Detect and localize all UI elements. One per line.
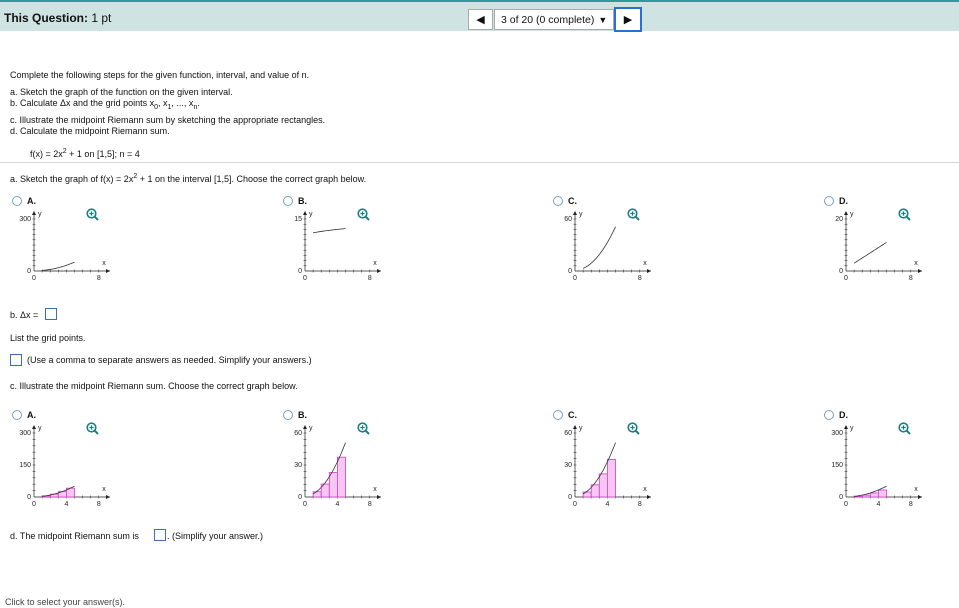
riemann-option-b-label: B. [298,410,307,420]
part-b-delta-x: b. Δx = [10,310,39,320]
y-axis-name: y [579,211,583,218]
part-d-hint: . (Simplify your answer.) [167,531,264,541]
part-d-prompt: d. The midpoint Riemann sum is [10,531,139,541]
graph-option-c-label: C. [568,196,577,206]
riemann-option-a-graph [12,422,112,508]
x-axis-tick-label: 8 [908,501,913,508]
riemann-rectangle [607,459,615,497]
riemann-option-a-radio[interactable] [12,410,22,420]
graph-option-b-radio[interactable] [283,196,293,206]
x-axis-tick-label: 8 [637,501,642,508]
riemann-option-d-graph [824,422,924,508]
y-axis-mid-label: 30 [564,462,572,469]
function-statement: $f(x) = 2x^2 + 1$ on [1,5]; n = 4 [30,148,140,159]
graph-option-d-graph [824,208,924,288]
graph-option-d-radio[interactable] [824,196,834,206]
riemann-option-c-graph [553,422,653,508]
points-value: 1 pt [91,11,112,25]
question-progress-value: 3 of 20 (0 complete) [501,13,595,26]
x-axis-name: x [373,486,377,493]
grid-points-hint: (Use a comma to separate answers as needed. Simplify your answers.) [27,355,312,365]
footer-status-text: Click to select your answer(s). [5,597,126,607]
x-axis-tick-label: 8 [367,275,372,282]
x-axis-zero-label: 0 [32,275,36,282]
y-axis-max-label: 60 [564,430,572,437]
y-axis-name: y [579,425,583,432]
graph-option-b-graph [283,208,383,288]
y-axis-zero-label: 0 [839,268,843,275]
grid-points-prompt: List the grid points. [10,333,86,343]
riemann-option-c-radio[interactable] [553,410,563,420]
riemann-rectangle [337,457,345,497]
riemann-rectangle [878,490,886,497]
riemann-option-a-label: A. [27,410,36,420]
x-axis-name: x [643,486,647,493]
previous-question-button[interactable] [468,9,493,30]
riemann-rectangle [862,495,870,497]
step-c-text: c. Illustrate the midpoint Riemann sum by sketching the appropriate rectangles. [10,115,326,125]
question-label: This Question: [4,11,88,25]
y-axis-name: y [38,211,42,218]
riemann-rectangle [599,474,607,497]
riemann-option-d-radio[interactable] [824,410,834,420]
y-axis-max-label: 300 [19,430,31,437]
graph-option-b-label: B. [298,196,307,206]
x-axis-name: x [643,260,647,267]
triangle-left-icon: ◀ [476,14,485,26]
y-axis-zero-label: 0 [568,268,572,275]
x-axis-tick-label: 8 [96,501,101,508]
x-axis-mid-label: 4 [335,501,340,508]
y-axis-zero-label: 0 [568,494,572,501]
step-b-text: b. Calculate Δx and the grid points $x_0$, $x_1$, ..., $x_n$. [10,98,200,111]
part-c-prompt: c. Illustrate the midpoint Riemann sum. Choose the correct graph below. [10,381,298,391]
y-axis-zero-label: 0 [298,268,302,275]
riemann-option-c-label: C. [568,410,577,420]
function-curve [313,229,345,233]
y-axis-mid-label: 150 [19,462,31,469]
x-axis-zero-label: 0 [844,501,848,508]
grid-points-input[interactable] [10,354,22,366]
x-axis-tick-label: 8 [96,275,101,282]
part-a-prompt: a. Sketch the graph of $f(x) = 2x^2 + 1$ on the interval [1,5]. Choose the correct graph below. [10,173,367,184]
y-axis-max-label: 300 [831,430,843,437]
x-axis-name: x [373,260,377,267]
y-axis-zero-label: 0 [839,494,843,501]
question-points-label [4,11,111,25]
y-axis-max-label: 60 [564,216,572,223]
graph-option-a-label: A. [27,196,36,206]
x-axis-name: x [102,260,106,267]
x-axis-zero-label: 0 [303,501,307,508]
riemann-rectangle [870,493,878,497]
function-curve [854,242,886,263]
x-axis-name: x [914,486,918,493]
graph-option-c-radio[interactable] [553,196,563,206]
instructions-line: Complete the following steps for the given function, interval, and value of n. [10,70,310,80]
y-axis-zero-label: 0 [27,268,31,275]
graph-option-a-radio[interactable] [12,196,22,206]
y-axis-name: y [850,425,854,432]
x-axis-tick-label: 8 [367,501,372,508]
riemann-rectangle [329,473,337,497]
y-axis-name: y [38,425,42,432]
riemann-sum-input[interactable] [154,529,166,541]
x-axis-mid-label: 4 [64,501,69,508]
x-axis-zero-label: 0 [573,501,577,508]
x-axis-name: x [102,486,106,493]
triangle-right-icon: ▶ [623,14,633,26]
x-axis-zero-label: 0 [303,275,307,282]
riemann-option-b-radio[interactable] [283,410,293,420]
function-curve [42,262,74,270]
x-axis-tick-label: 8 [637,275,642,282]
function-curve [583,227,615,269]
caret-down-icon: ▼ [598,14,608,25]
y-axis-max-label: 300 [19,216,31,223]
x-axis-mid-label: 4 [876,501,881,508]
x-axis-mid-label: 4 [605,501,610,508]
y-axis-max-label: 15 [294,216,302,223]
y-axis-name: y [309,211,313,218]
next-question-button[interactable] [614,7,642,32]
y-axis-name: y [309,425,313,432]
step-a-text: a. Sketch the graph of the function on the given interval. [10,87,233,97]
graph-option-c-graph [553,208,653,288]
delta-x-input[interactable] [45,308,57,320]
x-axis-zero-label: 0 [844,275,848,282]
y-axis-zero-label: 0 [298,494,302,501]
question-header-bar [0,0,959,31]
x-axis-tick-label: 8 [908,275,913,282]
x-axis-name: x [914,260,918,267]
y-axis-mid-label: 30 [294,462,302,469]
y-axis-name: y [850,211,854,218]
step-d-text: d. Calculate the midpoint Riemann sum. [10,126,170,136]
section-divider [0,162,959,163]
y-axis-max-label: 20 [835,216,843,223]
riemann-option-b-graph [283,422,383,508]
x-axis-zero-label: 0 [573,275,577,282]
riemann-option-d-label: D. [839,410,848,420]
graph-option-d-label: D. [839,196,848,206]
x-axis-zero-label: 0 [32,501,36,508]
question-progress-select[interactable] [494,9,614,30]
y-axis-max-label: 60 [294,430,302,437]
y-axis-zero-label: 0 [27,494,31,501]
y-axis-mid-label: 150 [831,462,843,469]
riemann-rectangle [313,492,321,497]
graph-option-a-graph [12,208,112,288]
